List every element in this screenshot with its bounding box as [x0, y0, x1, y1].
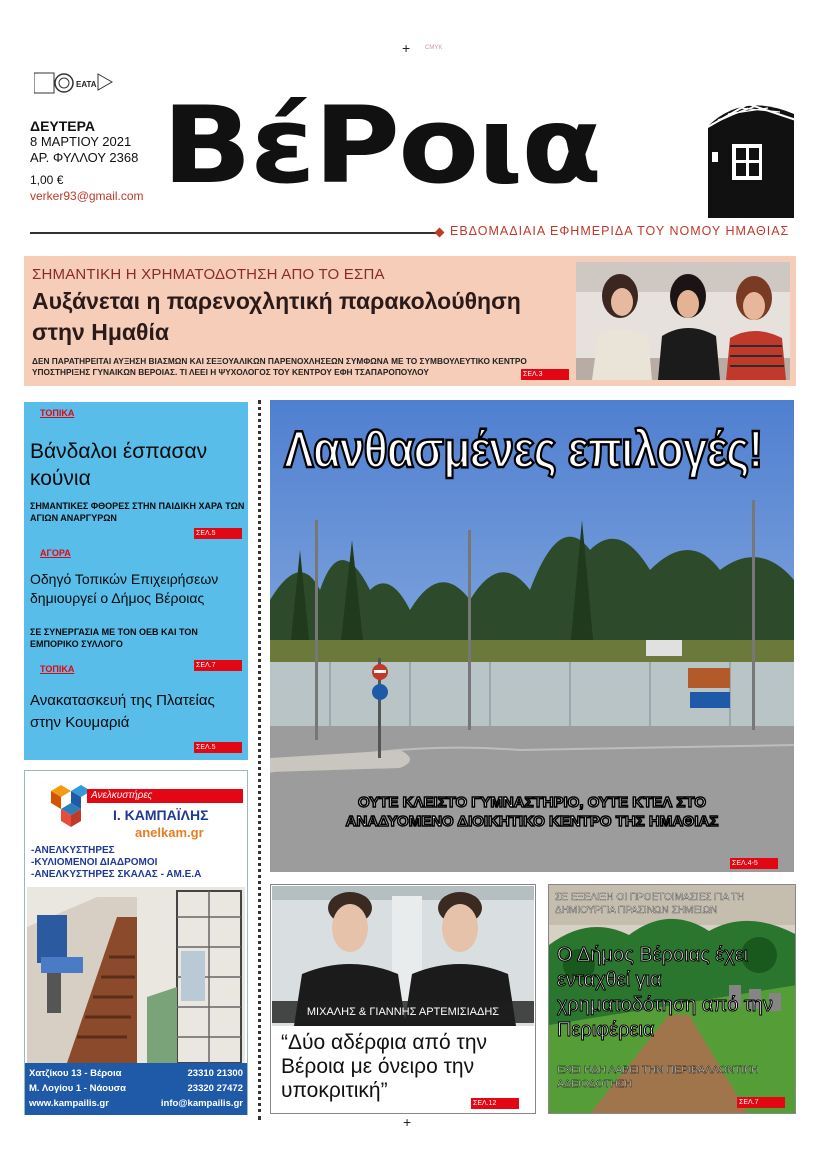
brothers-page-ref: ΣΕΛ.12: [471, 1098, 519, 1109]
top-story-subline: ΔΕΝ ΠΑΡΑΤΗΡΕΙΤΑΙ ΑΥΞΗΣΗ ΒΙΑΣΜΩΝ ΚΑΙ ΣΕΞΟΥΑΛΙΚΩΝ ΠΑΡΕΝΟΧΛΗΣΕΩΝ ΣΥΜΦΩΝΑ ΜΕ ΤΟ ΣΥΜΒΟΥΛΕΥΤΙΚΟ ΚΕΝΤΡΟ ΥΠΟΣΤΗΡΙΞΗΣ ΓΥΝΑΙΚΩΝ ΒΕΡΟΙΑΣ. ΤΙ ΛΕΕΙ Η ΨΥΧΟΛΟΓΟΣ ΤΟΥ ΚΕΝΤΡΟΥ ΕΦΗ ΤΣΑΠΑΡΟΠΟΥΛΟΥ: [32, 356, 527, 377]
top-story-headline[interactable]: Αυξάνεται η παρενοχλητική παρακολούθηση στην Ημαθία: [32, 288, 521, 345]
main-story-subline-1: ΟΥΤΕ ΚΛΕΙΣΤΟ ΓΥΜΝΑΣΤΗΡΙΟ, ΟΥΤΕ ΚΤΕΛ ΣΤΟ: [357, 794, 706, 811]
ad-elevator-photo: [27, 887, 245, 1068]
section-kicker[interactable]: ΤΟΠΙΚΑ: [40, 408, 75, 418]
section-kicker[interactable]: ΤΟΠΙΚΑ: [40, 664, 75, 674]
left-story-headline[interactable]: Οδηγό Τοπικών Επιχειρήσεων δημιουργεί ο Δήμος Βέροιας: [30, 571, 219, 606]
publisher-logo: [34, 70, 114, 96]
top-story-kicker: ΣΗΜΑΝΤΙΚΗ Η ΧΡΗΜΑΤΟΔΟΤΗΣΗ ΑΠΟ ΤΟ ΕΣΠΑ: [32, 266, 385, 283]
issue-info: [30, 118, 144, 204]
ad-service-item: -ΑΝΕΛΚΥΣΤΗΡΕΣ ΣΚΑΛΑΣ - ΑΜ.Ε.Α: [31, 869, 202, 880]
ad-services-list: [31, 845, 201, 881]
issue-date: 8 ΜΑΡΤΙΟΥ 2021: [30, 134, 132, 149]
contact-email[interactable]: verker93@gmail.com: [30, 189, 144, 203]
top-story-photo: [576, 262, 790, 380]
section-kicker[interactable]: ΑΓΟΡΑ: [40, 548, 71, 558]
ad-contact-bar: [25, 1063, 247, 1115]
left-story-subline: ΣΕ ΣΥΝΕΡΓΑΣΙΑ ΜΕ ΤΟΝ ΟΕΒ ΚΑΙ ΤΟΝ ΕΜΠΟΡΙΚΟ ΣΥΛΛΟΓΟ: [30, 627, 198, 649]
advertisement[interactable]: [24, 770, 248, 1115]
brothers-caption: ΜΙΧΑΛΗΣ & ΓΙΑΝΝΗΣ ΑΡΤΕΜΙΣΙΑΔΗΣ: [272, 1001, 534, 1023]
header-rule-ornament: [435, 228, 445, 238]
column-divider: [258, 400, 261, 1120]
top-story[interactable]: [24, 256, 796, 386]
left-story-page-ref: ΣΕΛ.5: [194, 742, 242, 753]
issue-number: ΑΡ. ΦΥΛΛΟΥ 2368: [30, 150, 139, 165]
green-story-subline: ΕΧΕΙ ΗΔΗ ΛΑΒΕΙ ΤΗΝ ΠΕΡΙΒΑΛΛΟΝΤΙΚΗ ΑΔΕΙΟΔΟΤΗΣΗ: [557, 1064, 759, 1090]
registration-mark-top: +: [402, 40, 411, 56]
left-news-column: [24, 402, 248, 760]
issue-price: 1,00 €: [30, 173, 64, 187]
ad-phone-1[interactable]: 23310 21300: [187, 1068, 243, 1079]
house-logo-icon: [698, 96, 798, 218]
ad-address-1: Χατζίκου 13 - Βέροια: [29, 1068, 122, 1079]
ad-service-item: -ΚΥΛΙΟΜΕΝΟΙ ΔΙΑΔΡΟΜΟΙ: [31, 857, 158, 868]
left-story-headline[interactable]: Βάνδαλοι έσπασαν κούνια: [30, 440, 208, 490]
ad-address-2: Μ. Λογίου 1 - Νάουσα: [29, 1083, 126, 1094]
masthead-title: ΒέΡοια: [162, 83, 601, 208]
left-story-page-ref: ΣΕΛ.7: [194, 660, 242, 671]
cubes-logo-icon: [47, 777, 91, 838]
left-story-page-ref: ΣΕΛ.5: [194, 528, 242, 539]
brothers-story[interactable]: [270, 884, 536, 1114]
issue-day: ΔΕΥΤΕΡΑ: [30, 118, 96, 134]
ad-company-name: Ι. ΚΑΜΠΑΪΛΗΣ: [113, 807, 209, 823]
top-story-page-ref: ΣΕΛ.3: [521, 369, 569, 380]
ad-website[interactable]: anelkam.gr: [135, 825, 204, 840]
registration-mark-bottom: +: [403, 1114, 412, 1130]
ea-logo-text: ΕΑΤΑ: [76, 80, 97, 89]
left-story-subline: ΣΗΜΑΝΤΙΚΕΣ ΦΘΟΡΕΣ ΣΤΗΝ ΠΑΙΔΙΚΗ ΧΑΡΑ ΤΩΝ ΑΓΙΩΝ ΑΝΑΡΓΥΡΩΝ: [30, 501, 245, 523]
tagline: ΕΒΔΟΜΑΔΙΑΙΑ ΕΦΗΜΕΡΙΔΑ ΤΟΥ ΝΟΜΟΥ ΗΜΑΘΙΑΣ: [450, 224, 790, 238]
green-story-page-ref: ΣΕΛ.7: [737, 1097, 785, 1108]
cmyk-mark: CMYK: [425, 45, 443, 51]
main-story-page-ref: ΣΕΛ.4-5: [730, 858, 778, 869]
main-story-headline[interactable]: Λανθασμένες επιλογές!: [284, 421, 763, 479]
green-story-headline[interactable]: Ο Δήμος Βέροιας έχει ενταχθεί για χρηματοδότηση από την Περιφέρεια: [557, 944, 773, 1041]
header-rule: [30, 232, 438, 234]
ad-web[interactable]: www.kampailis.gr: [29, 1098, 109, 1109]
main-story-subline: [270, 793, 794, 831]
ad-phone-2[interactable]: 23320 27472: [187, 1083, 243, 1094]
left-story-headline[interactable]: Ανακατασκευή της Πλατείας στην Κουμαριά: [30, 692, 215, 731]
masthead: [162, 83, 692, 222]
main-story-subline-2: ΑΝΑΔΥΟΜΕΝΟ ΔΙΟΙΚΗΤΙΚΟ ΚΕΝΤΡΟ ΤΗΣ ΗΜΑΘΙΑΣ: [345, 813, 719, 830]
green-story-kicker: ΣΕ ΕΞΕΛΙΞΗ ΟΙ ΠΡΟΕΤΟΙΜΑΣΙΕΣ ΓΙΑ ΤΗ ΔΗΜΙΟΥΡΓΙΑ ΠΡΑΣΙΝΩΝ ΣΗΜΕΙΩΝ: [555, 892, 745, 916]
green-spaces-story[interactable]: [548, 884, 796, 1114]
ad-mail[interactable]: info@kampailis.gr: [160, 1098, 243, 1109]
ad-title: Ανελκυστήρες: [87, 789, 243, 803]
ad-service-item: -ΑΝΕΛΚΥΣΤΗΡΕΣ: [31, 845, 115, 856]
brothers-headline[interactable]: “Δύο αδέρφια από την Βέροια με όνειρο την υποκριτική”: [281, 1031, 488, 1102]
